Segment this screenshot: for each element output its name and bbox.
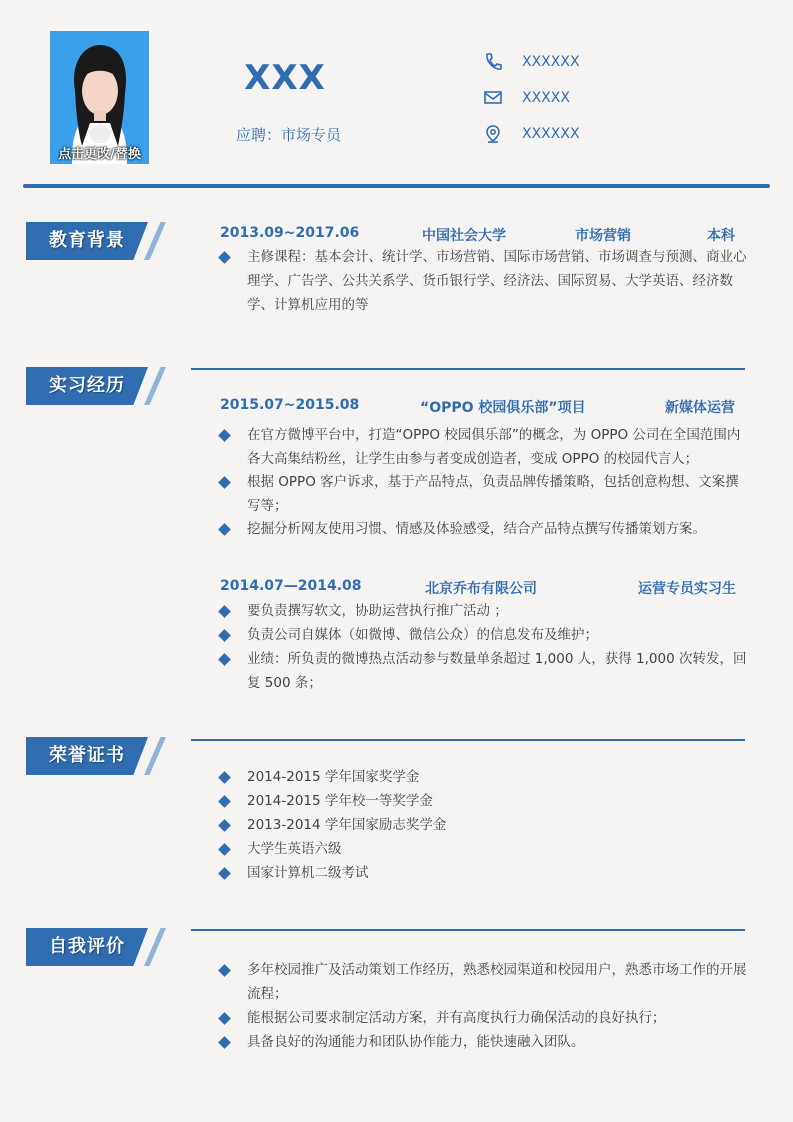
bullet-icon	[218, 843, 231, 856]
bullet-icon	[218, 795, 231, 808]
job-1-item-2: 根据 OPPO 客户诉求，基于产品特点，负责品牌传播策略，包括创意构想、文案撰写等；	[247, 474, 739, 514]
job-2-period: 2014.07—2014.08	[220, 578, 362, 594]
job-objective: 应聘：市场专员	[236, 126, 342, 144]
section-divider	[191, 739, 745, 741]
education-period: 2013.09~2017.06	[220, 225, 360, 241]
job-1-role: 新媒体运营	[665, 400, 735, 416]
section-divider	[191, 368, 745, 370]
self-item: 多年校园推广及活动策划工作经历，熟悉校园渠道和校园用户，熟悉市场工作的开展流程；	[247, 962, 747, 1002]
honor-item: 2013-2014 学年国家励志奖学金	[247, 817, 447, 833]
bullet-icon	[218, 819, 231, 832]
job-2-role: 运营专员实习生	[638, 581, 736, 597]
phone-text: XXXXXX	[522, 54, 580, 70]
candidate-name: XXX	[244, 58, 326, 98]
section-internship-heading	[26, 367, 166, 405]
email-text: XXXXX	[522, 90, 570, 106]
bullet-icon	[218, 629, 231, 642]
self-item: 具备良好的沟通能力和团队协作能力，能快速融入团队。	[247, 1034, 585, 1050]
bullet-icon	[218, 605, 231, 618]
job-1-item-1: 在官方微博平台中，打造“OPPO 校园俱乐部”的概念，为 OPPO 公司在全国范围内各大高集结粉丝，让学生由参与者变成创造者，变成 OPPO 的校园代言人；	[247, 427, 741, 467]
job-1-item-3: 挖掘分析网友使用习惯、情感及体验感受，结合产品特点撰写传播策划方案。	[247, 521, 706, 537]
section-education-heading	[26, 222, 166, 260]
section-education-title: 教育背景	[49, 230, 125, 251]
job-1-org: “OPPO 校园俱乐部”项目	[420, 400, 586, 416]
bullet-icon	[218, 523, 231, 536]
honor-item: 2014-2015 学年校一等奖学金	[247, 793, 433, 809]
education-major: 市场营销	[575, 228, 631, 244]
bullet-icon	[218, 653, 231, 666]
education-degree: 本科	[707, 228, 735, 244]
job-1-period: 2015.07~2015.08	[220, 397, 360, 413]
job-2-org: 北京乔布有限公司	[425, 581, 537, 597]
education-school: 中国社会大学	[422, 228, 506, 244]
honor-item: 大学生英语六级	[247, 841, 342, 857]
honor-item: 国家计算机二级考试	[247, 865, 369, 881]
bullet-icon	[218, 771, 231, 784]
mail-icon	[483, 88, 503, 108]
header-divider	[23, 184, 770, 188]
phone-icon	[483, 52, 503, 72]
section-self-heading	[26, 928, 166, 966]
bullet-icon	[218, 1012, 231, 1025]
section-honors-title: 荣誉证书	[49, 745, 125, 766]
bullet-icon	[218, 964, 231, 977]
job-2-item-1: 要负责撰写软文，协助运营执行推广活动 ；	[247, 603, 508, 619]
job-2-item-3: 业绩：所负责的微博热点活动参与数量单条超过 1,000 人，获得 1,000 次转发，回复 500 条；	[247, 651, 747, 691]
bullet-icon	[218, 1036, 231, 1049]
section-internship-title: 实习经历	[49, 375, 125, 396]
bullet-icon	[218, 476, 231, 489]
job-2-item-2: 负责公司自媒体（如微博、微信公众）的信息发布及维护；	[247, 627, 598, 643]
bullet-icon	[218, 867, 231, 880]
education-courses: 主修课程：基本会计、统计学、市场营销、国际市场营销、市场调查与预测、商业心理学、广告学、公共关系学、货币银行学、经济法、国际贸易、大学英语、经济数学、计算机应用的等	[247, 249, 747, 313]
honor-item: 2014-2015 学年国家奖学金	[247, 769, 420, 785]
self-item: 能根据公司要求制定活动方案，并有高度执行力确保活动的良好执行；	[247, 1010, 666, 1026]
address-text: XXXXXX	[522, 126, 580, 142]
section-honors-heading	[26, 737, 166, 775]
section-divider	[191, 929, 745, 931]
bullet-icon	[218, 251, 231, 264]
location-icon	[483, 124, 503, 144]
section-self-title: 自我评价	[49, 936, 125, 957]
bullet-icon	[218, 429, 231, 442]
photo-caption[interactable]: 点击更改/替换	[58, 147, 141, 162]
